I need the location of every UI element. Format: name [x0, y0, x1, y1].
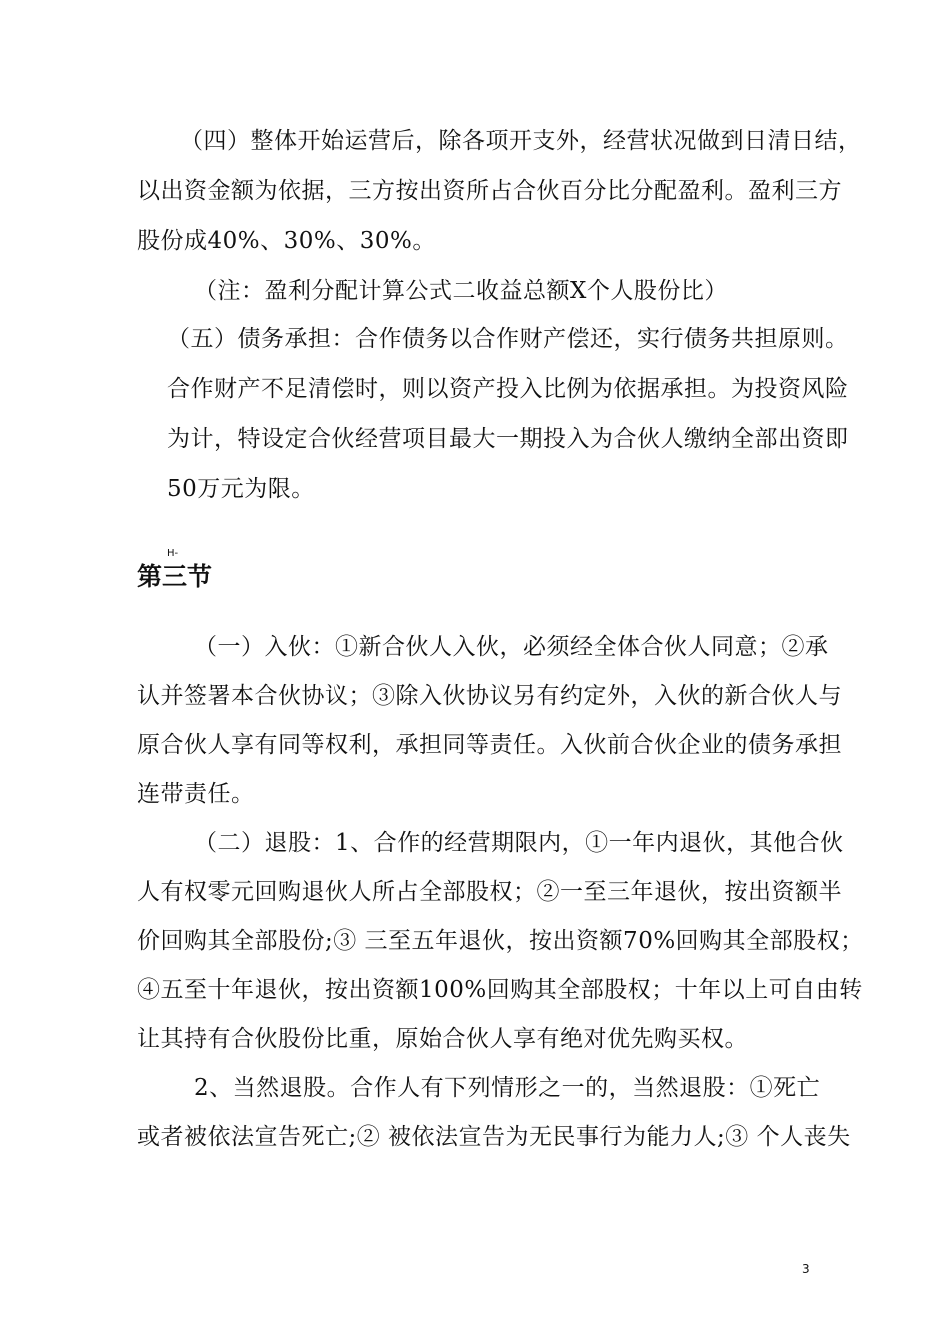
paragraph-line: （一）入伙：①新合伙人入伙，必须经全体合伙人同意；②承 — [194, 634, 829, 660]
paragraph-line: 认并签署本合伙协议；③除入伙协议另有约定外，入伙的新合伙人与 — [137, 683, 842, 709]
heading-marker: H- — [167, 548, 179, 559]
paragraph-line: 原合伙人享有同等权利，承担同等责任。入伙前合伙企业的债务承担 — [137, 732, 842, 758]
paragraph-line: ④五至十年退伙，按出资额100%回购其全部股权；十年以上可自由转 — [137, 977, 863, 1003]
page-number: 3 — [802, 1262, 810, 1276]
paragraph-line: （四）整体开始运营后，除各项开支外，经营状况做到日清日结， — [180, 128, 862, 154]
paragraph-line: （五）债务承担：合作债务以合作财产偿还，实行债务共担原则。 — [167, 326, 849, 352]
paragraph-line: 合作财产不足清偿时，则以资产投入比例为依据承担。为投资风险 — [167, 376, 849, 402]
paragraph-line: （二）退股：1、合作的经营期限内，①一年内退伙，其他合伙 — [194, 830, 844, 856]
paragraph-line: 让其持有合伙股份比重，原始合伙人享有绝对优先购买权。 — [137, 1026, 748, 1052]
paragraph-line: 2、当然退股。合作人有下列情形之一的，当然退股：①死亡 — [194, 1075, 821, 1101]
paragraph-line: 股份成40%、30%、30%。 — [137, 228, 436, 254]
paragraph-line: 50万元为限。 — [167, 476, 315, 502]
note-line: （注：盈利分配计算公式二收益总额X个人股份比） — [194, 278, 728, 304]
paragraph-line: 人有权零元回购退伙人所占全部股权；②一至三年退伙，按出资额半 — [137, 879, 842, 905]
paragraph-line: 为计，特设定合伙经营项目最大一期投入为合伙人缴纳全部出资即 — [167, 426, 849, 452]
section-heading: 第三节 — [137, 562, 213, 591]
paragraph-line: 以出资金额为依据，三方按出资所占合伙百分比分配盈利。盈利三方 — [137, 178, 842, 204]
paragraph-line: 或者被依法宣告死亡;② 被依法宣告为无民事行为能力人;③ 个人丧失 — [137, 1124, 851, 1150]
paragraph-line: 价回购其全部股份;③ 三至五年退伙，按出资额70%回购其全部股权； — [137, 928, 864, 954]
paragraph-line: 连带责任。 — [137, 781, 255, 807]
